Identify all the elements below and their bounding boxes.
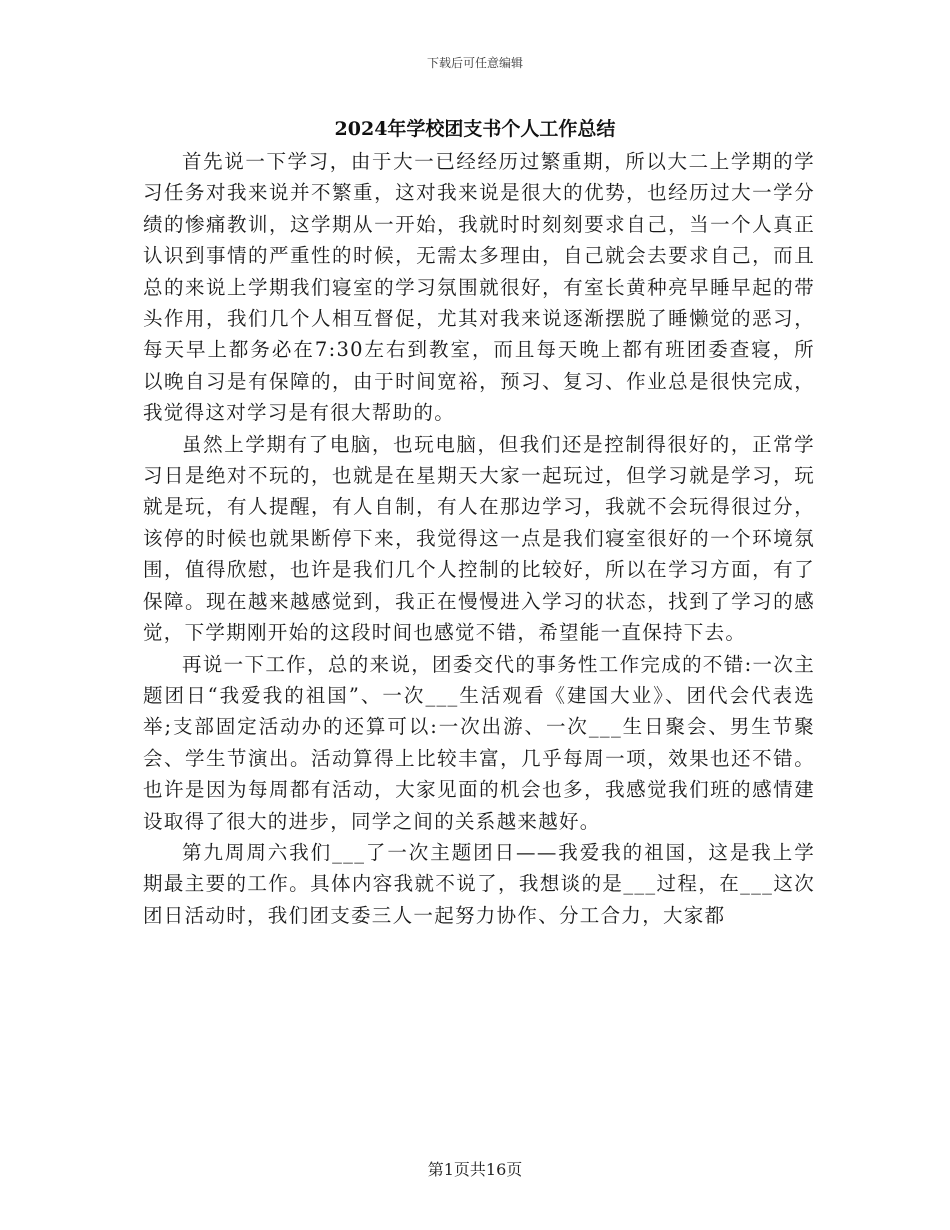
document-title: 2024年学校团支书个人工作总结 [334,118,616,140]
paragraph-computer: 虽然上学期有了电脑，也玩电脑，但我们还是控制得很好的，正常学习日是绝对不玩的，也就是在星期天大家一起玩过，但学习就是学习，玩就是玩，有人提醒，有人自制，有人在那边学习，我就不会玩得很过分，该停的时候也就果断停下来，我觉得这一点是我们寝室很好的一个环境氛围，值得欣慰，也许是我们几个人控制的比较好，所以在学习方面，有了保障。现在越来越感觉到，我正在慢慢进入学习的状态，找到了学习的感觉，下学期刚开始的这段时间也感觉不错，希望能一直保持下去。 [143,432,815,645]
header-note: 下载后可任意编辑 [426,56,523,70]
paragraph-theme-day: 第九周周六我们___了一次主题团日——我爱我的祖国，这是我上学期最主要的工作。具体内容我就不说了，我想谈的是___过程，在___这次团日活动时，我们团支委三人一起努力协作、分工合力，大家都 [143,840,815,927]
paragraph-work: 再说一下工作，总的来说，团委交代的事务性工作完成的不错:一次主题团日“我爱我的祖国”、一次___生活观看《建国大业》、团代会代表选举;支部固定活动办的还算可以:一次出游、一次___生日聚会、男生节聚会、学生节演出。活动算得上比较丰富，几乎每周一项，效果也还不错。也许是因为每周都有活动，大家见面的机会也多，我感觉我们班的感情建设取得了很大的进步，同学之间的关系越来越好。 [143,652,815,833]
document-body [143,146,815,931]
paragraph-study: 首先说一下学习，由于大一已经经历过繁重期，所以大二上学期的学习任务对我来说并不繁重，这对我来说是很大的优势，也经历过大一学分绩的惨痛教训，这学期从一开始，我就时时刻刻要求自己，当一个人真正认识到事情的严重性的时候，无需太多理由，自己就会去要求自己，而且总的来说上学期我们寝室的学习氛围就很好，有室长黄种亮早睡早起的带头作用，我们几个人相互督促，尤其对我来说逐渐摆脱了睡懒觉的恶习，每天早上都务必在7:30左右到教室，而且每天晚上都有班团委查寝，所以晚自习是有保障的，由于时间宽裕，预习、复习、作业总是很快完成，我觉得这对学习是有很大帮助的。 [143,150,815,425]
page-footer: 第1页共16页 [427,1160,523,1179]
